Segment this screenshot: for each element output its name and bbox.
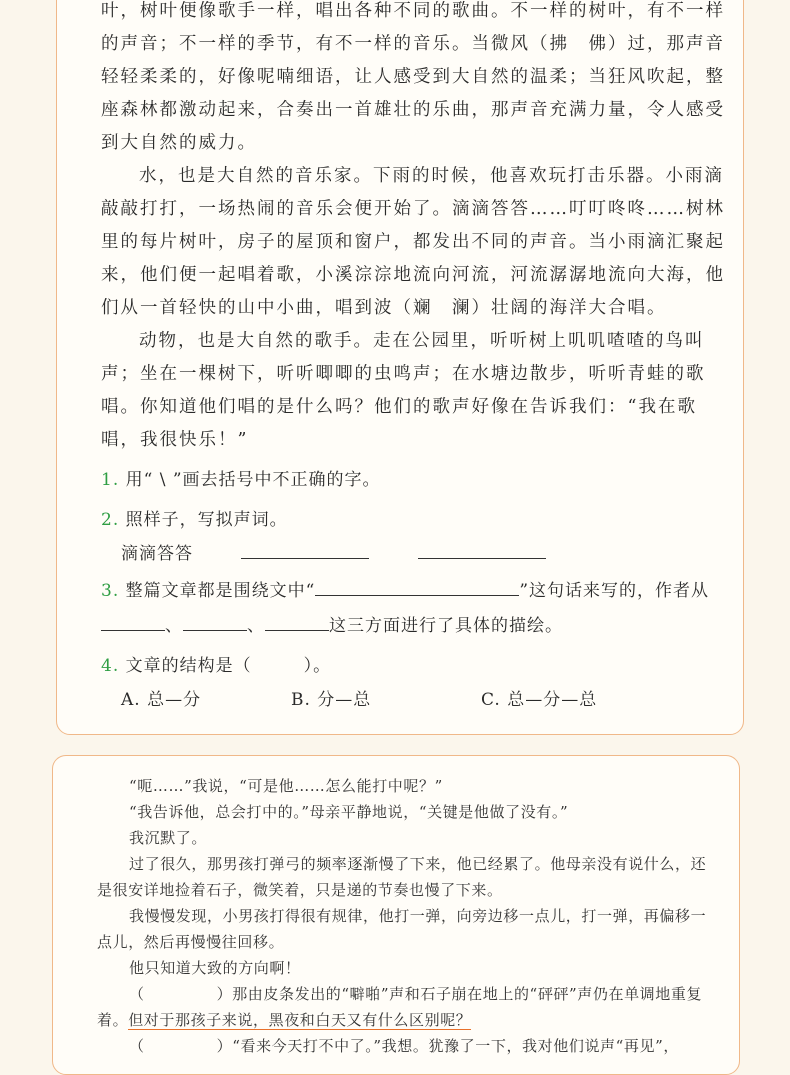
answer-blank[interactable] [315,581,519,596]
question-text: ）。 [303,656,332,676]
passage-paragraph: “呃……”我说，“可是他……怎么能打中呢？” [129,777,443,795]
passage-paragraph: 水，也是大自然的音乐家。下雨的时候，他喜欢玩打击乐器。小雨滴敲敲打打，一场热闹的音乐会便开始了。滴滴答答……叮叮咚咚……树林里的每片树叶，房子的屋顶和窗户，都发出不同的声音。当小雨滴汇聚起来，他们便一起唱着歌，小溪淙淙地流向河流，河流潺潺地流向大海，他们从一首轻快的山中小曲，唱到波（斓 澜）壮阔的海洋大合唱。 [101,166,725,318]
passage-paragraph: 他只知道大致的方向啊！ [129,959,301,977]
passage-text: ）那由皮条发出的“噼啪”声和石子崩在地上的“砰砰”声仍在单调地重复着。 [97,985,703,1029]
question-number: 3. [101,581,120,601]
question-text: 这三方面进行了具体的描绘。 [329,616,563,636]
separator: 、 [165,616,183,636]
passage-paragraph [97,1033,711,1059]
example-word: 滴滴答答 [121,544,193,564]
answer-blank[interactable] [101,616,165,631]
underlined-sentence: 但对于那孩子来说，黑夜和白天又有什么区别呢？ [128,1011,472,1029]
answer-blank[interactable] [241,544,369,559]
question-3-line-2 [101,613,563,639]
option-c[interactable]: C. 总—分—总 [481,690,598,710]
separator: 、 [247,616,265,636]
question-text: ”这句话来写的，作者从 [519,581,710,601]
paren-open: （ [129,1037,145,1055]
option-b[interactable]: B. 分—总 [291,690,372,710]
question-text: 照样子，写拟声词。 [125,510,288,530]
question-text: 整篇文章都是围绕文中“ [125,581,316,601]
question-3 [101,578,709,604]
passage-paragraph: 我慢慢发现，小男孩打得很有规律，他打一弹，向旁边移一点儿，打一弹，再偏移一点儿，然后再慢慢往回移。 [97,907,707,951]
paren-open: （ [129,985,145,1003]
question-number: 1. [101,470,120,490]
passage-paragraph [97,981,711,1033]
question-2-example-row [121,541,546,567]
passage-paragraph: “我告诉他，总会打中的。”母亲平静地说，“关键是他做了没有。” [129,803,569,821]
answer-blank[interactable] [183,616,247,631]
exercise-card [56,0,744,735]
option-a[interactable]: A. 总—分 [121,690,202,710]
passage-paragraph: 叶，树叶便像歌手一样，唱出各种不同的歌曲。不一样的树叶，有不一样的声音；不一样的季节，有不一样的音乐。当微风（拂 佛）过，那声音轻轻柔柔的，好像呢喃细语，让人感受到大自然的温柔；当狂风吹起，整座森林都激动起来，合奏出一首雄壮的乐曲，那声音充满力量，令人感受到大自然的威力。 [101,1,725,153]
passage-paragraph: 过了很久，那男孩打弹弓的频率逐渐慢了下来，他已经累了。他母亲没有说什么，还是很安详地捡着石子，微笑着，只是递的节奏也慢了下来。 [97,855,707,899]
question-2 [101,507,288,533]
passage-paragraph: 动物，也是大自然的歌手。走在公园里，听听树上叽叽喳喳的鸟叫声；坐在一棵树下，听听唧唧的虫鸣声；在水塘边散步，听听青蛙的歌唱。你知道他们唱的是什么吗？他们的歌声好像在告诉我们：“我在歌唱，我很快乐！” [101,331,706,450]
passage-paragraph: 我沉默了。 [129,829,208,847]
question-text: 用“ \ ”画去括号中不正确的字。 [125,470,381,490]
answer-blank[interactable] [418,544,546,559]
question-4 [101,653,331,679]
reading-passage-2 [97,773,711,1059]
reading-passage [101,0,727,457]
question-1 [101,467,381,493]
question-text: 文章的结构是（ [125,656,252,676]
question-number: 2. [101,510,120,530]
answer-blank[interactable] [265,616,329,631]
question-number: 4. [101,656,120,676]
reading-card [52,755,740,1075]
passage-text: ）“看来今天打不中了。”我想。犹豫了一下，我对他们说声“再见”， [216,1037,679,1055]
